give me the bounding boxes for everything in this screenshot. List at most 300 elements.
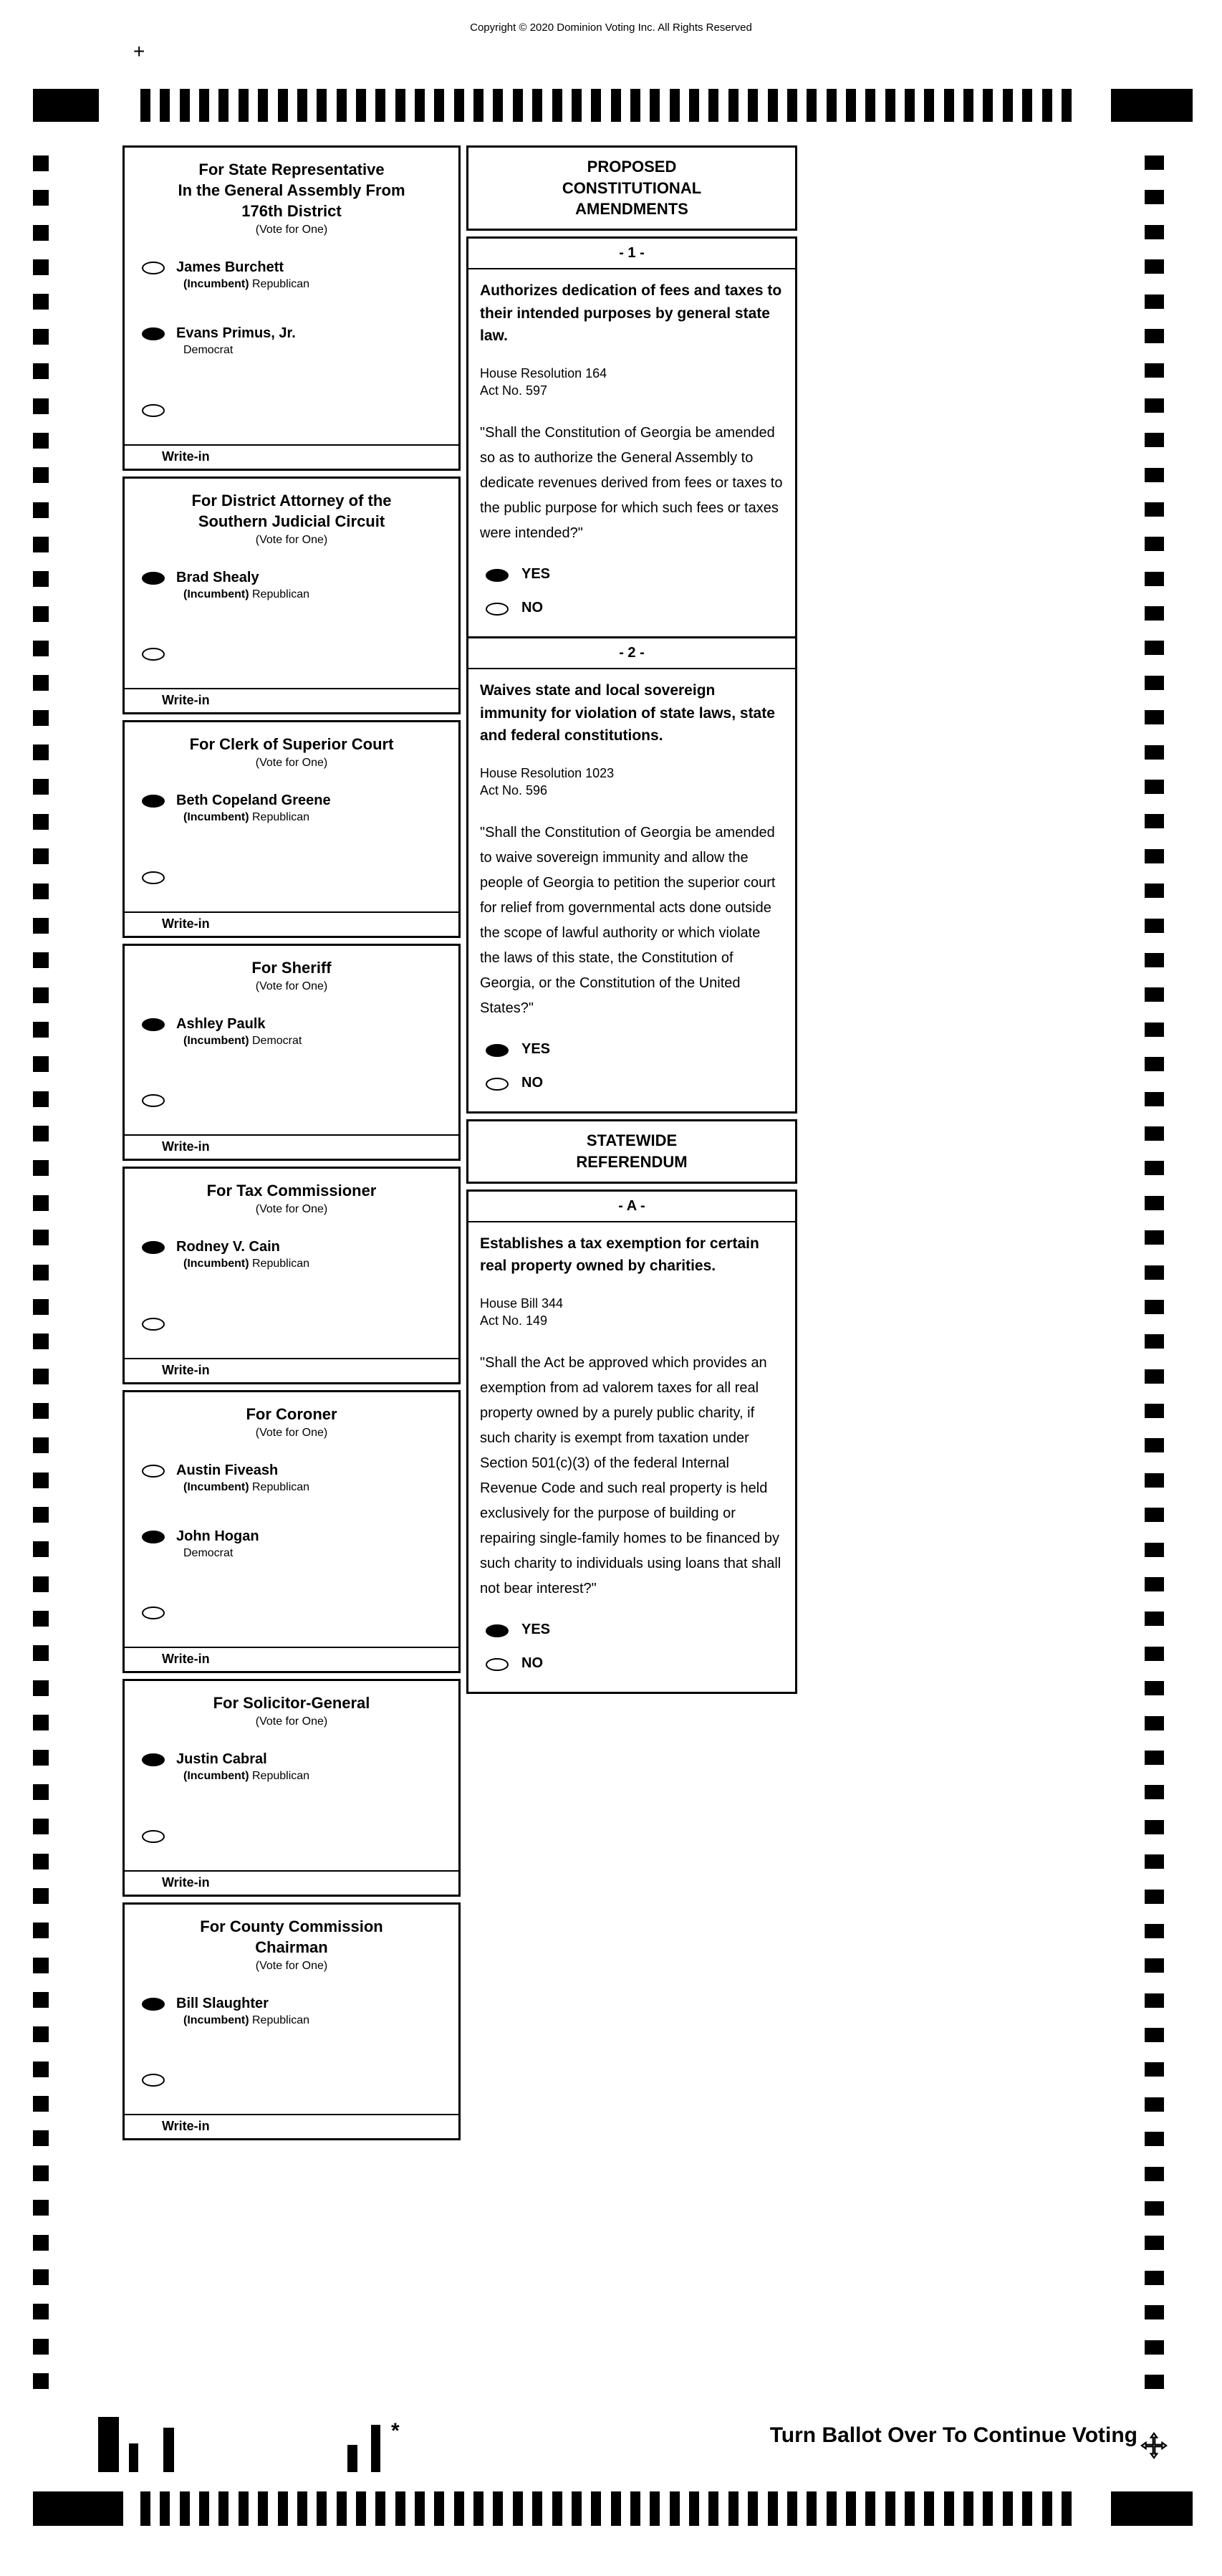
timing-mark <box>33 1369 49 1384</box>
timing-mark <box>807 89 817 122</box>
timing-mark <box>768 2491 778 2526</box>
timing-mark <box>33 1473 49 1488</box>
candidate-party-line <box>183 588 309 601</box>
timing-mark <box>33 1160 49 1176</box>
timing-mark <box>1003 2491 1013 2526</box>
timing-mark <box>1145 1057 1164 1071</box>
vote-oval[interactable] <box>142 1830 165 1843</box>
timing-mark <box>33 1992 49 2008</box>
choice-row <box>480 1613 784 1647</box>
contest-title-line: Chairman <box>255 1938 328 1956</box>
timing-mark <box>1145 1092 1164 1106</box>
candidate-name: Evans Primus, Jr. <box>176 325 296 342</box>
timing-mark <box>1145 1785 1164 1799</box>
timing-mark <box>33 1854 49 1869</box>
timing-mark <box>748 2491 758 2526</box>
candidate-row <box>125 1222 458 1288</box>
candidate-party: Democrat <box>183 344 234 357</box>
timing-mark <box>532 89 542 122</box>
timing-mark <box>258 2491 268 2526</box>
timing-mark <box>1145 1473 1164 1488</box>
candidate-list <box>125 775 458 911</box>
timing-block-bottom-left <box>33 2491 123 2526</box>
timing-mark <box>1145 1681 1164 1695</box>
choice-label: NO <box>521 1075 543 1091</box>
timing-mark <box>1145 606 1164 621</box>
candidate-row <box>125 999 458 1065</box>
timing-mark <box>33 1611 49 1627</box>
measures-column <box>466 145 797 1700</box>
candidate-party-line <box>183 344 296 357</box>
write-in-row[interactable] <box>125 911 458 936</box>
vote-oval[interactable] <box>142 1318 165 1331</box>
candidate-party: Republican <box>249 1770 310 1783</box>
candidate-info <box>176 1016 302 1048</box>
timing-mark <box>1145 884 1164 898</box>
contest <box>122 1679 461 1896</box>
timing-mark <box>924 2491 934 2526</box>
choice-row <box>480 1033 784 1066</box>
timing-mark <box>1145 1334 1164 1349</box>
measures-box <box>466 1189 797 1695</box>
vote-oval[interactable] <box>486 1044 509 1057</box>
contest-title-line: For County Commission <box>200 1917 383 1935</box>
candidate-row <box>125 842 458 911</box>
vote-oval[interactable] <box>142 262 165 274</box>
candidate-party-line <box>183 278 309 291</box>
section-header <box>466 145 797 231</box>
choice-label: NO <box>521 1655 543 1672</box>
timing-mark <box>1062 89 1072 122</box>
candidate-party: Republican <box>249 588 310 600</box>
candidate-name: Austin Fiveash <box>176 1462 279 1478</box>
vote-oval[interactable] <box>486 1624 509 1637</box>
timing-mark <box>1145 1924 1164 1938</box>
timing-mark <box>924 89 934 122</box>
vote-for-instruction: (Vote for One) <box>255 1203 328 1216</box>
timing-mark <box>33 398 49 414</box>
vote-for-instruction: (Vote for One) <box>255 1715 328 1728</box>
vote-for-instruction: (Vote for One) <box>255 1959 328 1972</box>
choice-label: NO <box>521 600 543 616</box>
timing-mark <box>1022 2491 1032 2526</box>
candidate-info <box>176 793 331 824</box>
timing-mark <box>1145 259 1164 274</box>
vote-oval[interactable] <box>142 795 165 808</box>
timing-mark <box>1145 190 1164 204</box>
timing-mark <box>180 89 190 122</box>
section-header-line: STATEWIDE <box>586 1131 678 1150</box>
timing-mark <box>591 2491 601 2526</box>
contest-header <box>125 1392 458 1445</box>
write-in-row[interactable] <box>125 1134 458 1159</box>
timing-mark <box>33 952 49 968</box>
contest <box>122 1902 461 2140</box>
timing-mark <box>33 2096 49 2112</box>
vote-oval[interactable] <box>142 1998 165 2011</box>
timing-mark <box>33 502 49 518</box>
vote-oval[interactable] <box>486 1078 509 1091</box>
contest-title <box>129 1692 454 1713</box>
timing-mark <box>650 89 660 122</box>
timing-mark <box>827 2491 837 2526</box>
contest-title-line: In the General Assembly From <box>178 181 405 200</box>
timing-mark <box>33 814 49 830</box>
candidate-party: Republican <box>249 2014 310 2026</box>
timing-mark <box>1145 2201 1164 2216</box>
contest-title-line: Southern Judicial Circuit <box>198 512 385 530</box>
choice-row <box>480 1066 784 1100</box>
candidate-row <box>125 1801 458 1870</box>
timing-mark <box>33 641 49 656</box>
timing-marks-top <box>0 89 1222 122</box>
choice-row <box>480 591 784 625</box>
contest-title <box>129 490 454 532</box>
timing-block-top-right <box>1111 89 1193 122</box>
vote-oval[interactable] <box>142 871 165 884</box>
candidate-info <box>176 1239 309 1270</box>
timing-mark <box>415 2491 425 2526</box>
candidate-party-line <box>183 1547 259 1560</box>
timing-mark <box>33 2304 49 2319</box>
timing-mark <box>650 2491 660 2526</box>
measure-ref-line: Act No. 597 <box>480 383 548 398</box>
timing-mark <box>1145 814 1164 828</box>
candidate-row <box>125 1065 458 1134</box>
timing-mark <box>33 1819 49 1834</box>
timing-mark <box>1145 676 1164 690</box>
timing-mark <box>846 89 856 122</box>
timing-mark <box>1145 1438 1164 1452</box>
timing-mark <box>493 2491 503 2526</box>
timing-mark <box>1145 572 1164 586</box>
timing-mark <box>473 89 483 122</box>
timing-mark <box>1145 2271 1164 2285</box>
timing-mark <box>1145 1612 1164 1626</box>
timing-mark <box>1145 2028 1164 2042</box>
timing-mark <box>33 1576 49 1592</box>
timing-mark <box>1145 398 1164 413</box>
vote-oval[interactable] <box>142 1018 165 1031</box>
timing-mark <box>434 89 444 122</box>
timing-mark <box>963 2491 973 2526</box>
timing-mark <box>944 89 954 122</box>
candidate-party: Republican <box>249 1480 310 1493</box>
timing-mark <box>865 89 875 122</box>
timing-mark <box>239 89 249 122</box>
timing-mark <box>33 1022 49 1038</box>
measure-number: - 2 - <box>468 638 795 669</box>
timing-mark <box>180 2491 190 2526</box>
timing-mark <box>963 89 973 122</box>
timing-mark <box>552 2491 562 2526</box>
section-header-line: REFERENDUM <box>576 1152 688 1171</box>
candidate-row <box>125 775 458 841</box>
vote-oval[interactable] <box>486 603 509 616</box>
vote-oval[interactable] <box>142 1094 165 1107</box>
ballot-id-mark <box>98 2417 119 2472</box>
timing-mark <box>33 1230 49 1245</box>
candidate-row <box>125 1577 458 1647</box>
timing-mark <box>33 2373 49 2389</box>
candidate-info <box>176 259 309 291</box>
timing-mark <box>1145 2340 1164 2355</box>
measure <box>468 1192 795 1692</box>
timing-mark <box>33 2339 49 2355</box>
write-in-row[interactable] <box>125 2114 458 2138</box>
timing-mark <box>1145 1265 1164 1280</box>
timing-mark <box>337 2491 347 2526</box>
timing-mark <box>1145 2132 1164 2146</box>
write-in-row[interactable] <box>125 444 458 469</box>
timing-mark <box>297 89 307 122</box>
copyright-notice: Copyright © 2020 Dominion Voting Inc. All Rights Reserved <box>470 21 752 34</box>
timing-mark <box>33 433 49 449</box>
write-in-row[interactable] <box>125 688 458 712</box>
timing-mark <box>1145 953 1164 967</box>
write-in-label: Write-in <box>162 1652 210 1667</box>
timing-mark <box>33 2130 49 2146</box>
contest-title <box>129 1404 454 1425</box>
vote-oval[interactable] <box>142 327 165 340</box>
timing-mark <box>33 2165 49 2181</box>
measure-summary: Authorizes dedication of fees and taxes to their intended purposes by general state law. <box>480 282 782 345</box>
vote-oval[interactable] <box>486 1658 509 1671</box>
write-in-label: Write-in <box>162 449 210 464</box>
timing-mark <box>239 2491 249 2526</box>
contest-title-line: For Sheriff <box>251 958 332 977</box>
vote-oval[interactable] <box>142 2074 165 2087</box>
timing-mark <box>1145 295 1164 309</box>
contest <box>122 720 461 937</box>
candidate-party-line <box>183 2014 309 2027</box>
vote-oval[interactable] <box>142 1241 165 1254</box>
timing-mark <box>160 2491 170 2526</box>
timing-marks-bottom <box>0 2491 1222 2526</box>
candidate-row <box>125 1978 458 2044</box>
timing-mark <box>1145 2375 1164 2389</box>
choice-row <box>480 1647 784 1680</box>
candidate-name: Beth Copeland Greene <box>176 793 331 809</box>
timing-mark <box>1145 2062 1164 2077</box>
candidate-incumbent: (Incumbent) <box>183 1770 249 1783</box>
timing-mark <box>944 2491 954 2526</box>
vote-oval[interactable] <box>142 1607 165 1619</box>
write-in-row[interactable] <box>125 1870 458 1895</box>
vote-oval[interactable] <box>142 648 165 661</box>
measure-summary: Waives state and local sovereign immunity for violation of state laws, state and federal constitutions. <box>480 682 775 744</box>
write-in-label: Write-in <box>162 1874 210 1890</box>
ballot-id-mark <box>347 2445 357 2472</box>
timing-mark <box>160 89 170 122</box>
timing-mark <box>670 2491 680 2526</box>
timing-mark <box>1145 2305 1164 2319</box>
choice-label: YES <box>521 1622 551 1638</box>
timing-mark <box>317 2491 327 2526</box>
candidate-list <box>125 1734 458 1869</box>
contest-header <box>125 1681 458 1734</box>
candidate-row <box>125 1445 458 1511</box>
timing-mark <box>552 89 562 122</box>
choice-label: YES <box>521 1041 551 1058</box>
timing-mark <box>33 1334 49 1349</box>
timing-mark <box>493 89 503 122</box>
timing-mark <box>33 1403 49 1419</box>
candidate-incumbent: (Incumbent) <box>183 1258 249 1270</box>
timing-mark <box>33 1299 49 1315</box>
vote-for-instruction: (Vote for One) <box>255 533 328 546</box>
timing-mark <box>1145 363 1164 378</box>
timing-mark <box>33 1715 49 1730</box>
vote-oval[interactable] <box>142 1753 165 1766</box>
timing-mark <box>983 2491 993 2526</box>
timing-mark <box>1145 1369 1164 1384</box>
timing-mark <box>1145 1300 1164 1314</box>
measure-ref-line: House Resolution 1023 <box>480 765 615 780</box>
timing-mark <box>513 2491 523 2526</box>
measure-refs <box>480 765 784 800</box>
timing-mark <box>1145 641 1164 655</box>
candidate-name: Ashley Paulk <box>176 1015 266 1032</box>
timing-mark <box>807 2491 817 2526</box>
candidate-row <box>125 1734 458 1800</box>
timing-mark <box>1145 2236 1164 2250</box>
timing-mark <box>297 2491 307 2526</box>
timing-mark <box>827 89 837 122</box>
timing-mark <box>1145 1958 1164 1973</box>
timing-marks-right <box>1145 155 1164 2389</box>
timing-mark <box>278 89 288 122</box>
timing-mark <box>317 89 327 122</box>
candidate-row <box>125 308 458 374</box>
timing-mark <box>1145 468 1164 482</box>
timing-mark <box>278 2491 288 2526</box>
measure-question: "Shall the Constitution of Georgia be amended so as to authorize the General Assembly to dedicate revenues derived from fees or taxes to the public purpose for which such fees or taxes were intended?" <box>480 425 783 542</box>
candidate-name: James Burchett <box>176 259 284 276</box>
timing-mark <box>1022 89 1032 122</box>
vote-oval[interactable] <box>142 1531 165 1543</box>
timing-mark <box>1145 2097 1164 2112</box>
contest-header <box>125 946 458 999</box>
contest-title <box>129 1180 454 1201</box>
vote-oval[interactable] <box>142 1465 165 1478</box>
ballot-content <box>122 145 797 2146</box>
timing-mark <box>689 2491 699 2526</box>
timing-mark <box>356 2491 366 2526</box>
timing-mark <box>415 89 425 122</box>
measure-question: "Shall the Constitution of Georgia be amended to waive sovereign immunity and allow the people of Georgia to petition the superior court for relief from governmental acts done outside the scope of lawful authority or which violate the laws of this state, the Constitution of Georgia, or the Constitution of the United States?" <box>480 825 776 1017</box>
timing-mark <box>199 2491 209 2526</box>
contest-header <box>125 148 458 242</box>
contest <box>122 477 461 714</box>
timing-mark <box>1145 1647 1164 1661</box>
timing-mark <box>1145 1196 1164 1210</box>
candidate-name: Bill Slaughter <box>176 1995 269 2011</box>
turn-ballot-over-text: Turn Ballot Over To Continue Voting <box>769 2423 1137 2447</box>
timing-mark <box>454 2491 464 2526</box>
timing-mark <box>33 1923 49 1938</box>
timing-mark <box>532 2491 542 2526</box>
candidate-party-line <box>183 1481 309 1494</box>
contest-title-line: 176th District <box>241 202 342 221</box>
section-header-line: PROPOSED <box>587 158 677 176</box>
contest-title-line: For Solicitor-General <box>213 1694 370 1713</box>
measure-summary: Establishes a tax exemption for certain real property owned by charities. <box>480 1235 759 1275</box>
ballot-id-mark <box>129 2443 138 2472</box>
timing-mark <box>33 155 49 171</box>
candidate-row <box>125 1511 458 1577</box>
measures-box <box>466 236 797 1114</box>
timing-mark <box>1145 1230 1164 1245</box>
contest <box>122 944 461 1161</box>
contest-title-line: For State Representative <box>198 161 385 178</box>
contest-title-line: For Clerk of Superior Court <box>189 735 394 754</box>
measure-refs <box>480 365 784 400</box>
timing-mark <box>630 2491 640 2526</box>
candidate-info <box>176 1996 309 2027</box>
timing-mark <box>1003 89 1013 122</box>
timing-mark <box>199 89 209 122</box>
candidate-list <box>125 1978 458 2114</box>
measure-body <box>468 669 795 1111</box>
ballot-id-mark <box>371 2425 380 2472</box>
timing-mark <box>1145 1993 1164 2008</box>
candidate-row <box>125 1288 458 1358</box>
timing-mark <box>983 89 993 122</box>
timing-mark <box>591 89 601 122</box>
vote-oval[interactable] <box>142 572 165 585</box>
timing-mark <box>748 89 758 122</box>
timing-mark <box>473 2491 483 2526</box>
timing-mark <box>33 779 49 795</box>
vote-for-instruction: (Vote for One) <box>255 1426 328 1439</box>
timing-mark <box>454 89 464 122</box>
timing-mark <box>905 89 915 122</box>
timing-mark <box>33 1784 49 1800</box>
write-in-label: Write-in <box>162 2119 210 2134</box>
candidate-party: Democrat <box>249 1034 302 1047</box>
timing-mark <box>33 1750 49 1766</box>
timing-mark <box>33 1645 49 1661</box>
measure-number: - 1 - <box>468 239 795 269</box>
measure-body <box>468 1222 795 1692</box>
timing-bars-top <box>140 89 1072 122</box>
timing-mark <box>33 2235 49 2251</box>
vote-oval[interactable] <box>486 569 509 582</box>
timing-mark <box>33 884 49 899</box>
timing-mark <box>1145 1508 1164 1522</box>
write-in-row[interactable] <box>125 1647 458 1671</box>
candidate-info <box>176 325 296 357</box>
candidate-row <box>125 552 458 618</box>
timing-mark <box>611 89 621 122</box>
contest-header <box>125 479 458 552</box>
timing-mark <box>728 89 739 122</box>
timing-mark <box>1145 745 1164 760</box>
write-in-row[interactable] <box>125 1358 458 1382</box>
vote-oval[interactable] <box>142 404 165 417</box>
timing-mark <box>434 2491 444 2526</box>
timing-mark <box>33 1195 49 1211</box>
timing-mark <box>395 2491 405 2526</box>
timing-mark <box>1145 1820 1164 1834</box>
asterisk-mark: * <box>391 2419 400 2443</box>
timing-mark <box>33 2200 49 2216</box>
timing-mark <box>258 89 268 122</box>
timing-mark <box>1145 1751 1164 1765</box>
timing-mark <box>33 744 49 760</box>
timing-mark <box>33 1507 49 1523</box>
